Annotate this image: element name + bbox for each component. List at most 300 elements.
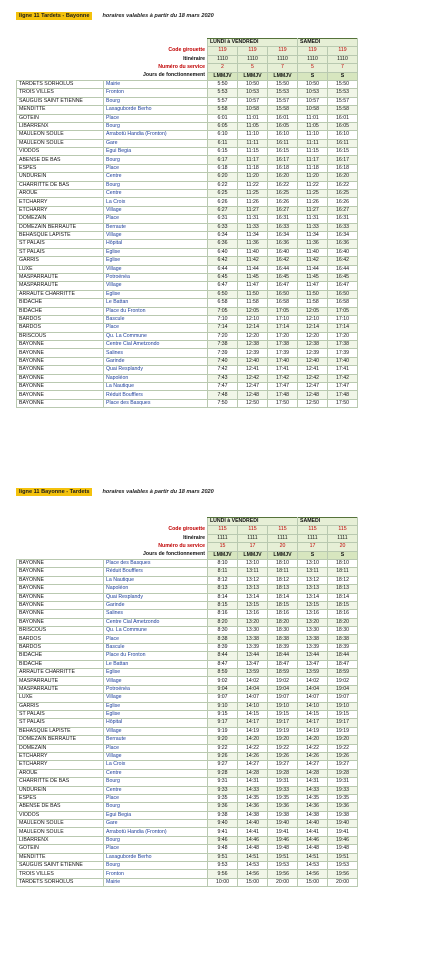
departure-time: 8:12 — [208, 576, 238, 584]
departure-time: 10:50 — [238, 80, 268, 88]
days-cell: LMMJV — [238, 551, 268, 559]
stop-row — [17, 610, 358, 618]
timetable — [16, 517, 358, 887]
departure-time: 19:35 — [268, 794, 298, 802]
departure-time: 17:39 — [268, 349, 298, 357]
stop-town: BRISCOUS — [17, 332, 104, 340]
departure-time: 7:47 — [208, 383, 238, 391]
departure-time: 14:35 — [298, 794, 328, 802]
departure-time: 11:22 — [298, 181, 328, 189]
stop-town: ESPES — [17, 794, 104, 802]
service-cell: 20 — [268, 543, 298, 551]
departure-time: 11:18 — [298, 164, 328, 172]
stop-location: Place — [104, 845, 208, 853]
departure-time: 18:39 — [268, 643, 298, 651]
stop-row — [17, 290, 358, 298]
departure-time: 11:34 — [298, 231, 328, 239]
departure-time: 11:31 — [238, 215, 268, 223]
stop-location: Quai Resplandy — [104, 366, 208, 374]
stop-town: BAYONNE — [17, 383, 104, 391]
departure-time: 19:20 — [268, 736, 298, 744]
stop-location: Place — [104, 744, 208, 752]
days-label: Jours de fonctionnement — [143, 72, 205, 79]
departure-time: 14:28 — [238, 769, 268, 777]
departure-time: 11:33 — [238, 223, 268, 231]
departure-time: 16:20 — [268, 173, 298, 181]
departure-time: 7:50 — [208, 399, 238, 407]
stop-location: Eglise — [104, 257, 208, 265]
departure-time: 5:50 — [208, 80, 238, 88]
departure-time: 13:30 — [298, 627, 328, 635]
departure-time: 8:11 — [208, 568, 238, 576]
departure-time: 20:00 — [268, 878, 298, 886]
departure-time: 18:16 — [268, 610, 298, 618]
stop-row — [17, 215, 358, 223]
code-cell: 119 — [208, 47, 238, 55]
itinerary-cell: 1110 — [208, 55, 238, 63]
departure-time: 19:02 — [268, 677, 298, 685]
stop-location: Napoléon — [104, 374, 208, 382]
departure-time: 11:47 — [238, 282, 268, 290]
departure-time: 16:17 — [328, 156, 358, 164]
departure-time: 13:30 — [238, 627, 268, 635]
stop-row — [17, 660, 358, 668]
departure-time: 13:12 — [238, 576, 268, 584]
stop-town: ST PALAIS — [17, 719, 104, 727]
departure-time: 11:31 — [298, 215, 328, 223]
departure-time: 9:48 — [208, 845, 238, 853]
departure-time: 16:34 — [328, 231, 358, 239]
itinerary-cell: 1110 — [268, 55, 298, 63]
stop-town: DOMEZAIN BERRAUTE — [17, 736, 104, 744]
departure-time: 12:38 — [238, 341, 268, 349]
stop-row — [17, 240, 358, 248]
departure-time: 11:40 — [238, 248, 268, 256]
departure-time: 14:56 — [238, 870, 268, 878]
departure-time: 8:38 — [208, 635, 238, 643]
stop-location: Salines — [104, 349, 208, 357]
departure-time: 11:10 — [298, 131, 328, 139]
departure-time: 12:10 — [298, 315, 328, 323]
stop-location: La Croix — [104, 761, 208, 769]
departure-time: 16:45 — [268, 273, 298, 281]
departure-time: 11:33 — [298, 223, 328, 231]
departure-time: 11:05 — [298, 122, 328, 130]
departure-time: 19:35 — [328, 794, 358, 802]
days-cell: LMMJV — [268, 72, 298, 80]
stop-location: Place des Basques — [104, 399, 208, 407]
stop-location: Laxaguborde Berho — [104, 853, 208, 861]
itinerary-cell: 1110 — [298, 55, 328, 63]
departure-time: 6:27 — [208, 206, 238, 214]
departure-time: 19:10 — [268, 702, 298, 710]
group-saturday: SAMEDI — [298, 518, 358, 526]
departure-time: 6:01 — [208, 114, 238, 122]
stop-location: Bourg — [104, 778, 208, 786]
departure-time: 16:44 — [328, 265, 358, 273]
stop-row — [17, 870, 358, 878]
stop-row — [17, 248, 358, 256]
stop-town: BAYONNE — [17, 585, 104, 593]
departure-time: 16:11 — [328, 139, 358, 147]
departure-time: 11:44 — [298, 265, 328, 273]
departure-time: 19:46 — [328, 836, 358, 844]
stop-row — [17, 257, 358, 265]
departure-time: 16:31 — [268, 215, 298, 223]
stop-location: Place — [104, 114, 208, 122]
departure-time: 9:41 — [208, 828, 238, 836]
stop-row — [17, 618, 358, 626]
departure-time: 7:20 — [208, 332, 238, 340]
departure-time: 13:59 — [238, 669, 268, 677]
departure-time: 15:50 — [268, 80, 298, 88]
stop-row — [17, 853, 358, 861]
stop-town: ST PALAIS — [17, 240, 104, 248]
stop-row — [17, 585, 358, 593]
departure-time: 9:20 — [208, 736, 238, 744]
departure-time: 18:44 — [268, 652, 298, 660]
stop-location: Eglise — [104, 702, 208, 710]
departure-time: 15:00 — [298, 878, 328, 886]
stop-location: Centre — [104, 769, 208, 777]
stop-row — [17, 190, 358, 198]
departure-time: 14:07 — [238, 694, 268, 702]
stop-location: Eglise — [104, 710, 208, 718]
departure-time: 8:10 — [208, 559, 238, 567]
departure-time: 16:40 — [328, 248, 358, 256]
departure-time: 16:01 — [328, 114, 358, 122]
departure-time: 17:14 — [328, 324, 358, 332]
departure-time: 19:04 — [268, 685, 298, 693]
stop-town: ETCHARRY — [17, 752, 104, 760]
stop-location: Egui Begia — [104, 148, 208, 156]
departure-time: 14:38 — [238, 811, 268, 819]
departure-time: 16:11 — [268, 139, 298, 147]
code-cell: 115 — [238, 526, 268, 534]
stop-row — [17, 643, 358, 651]
departure-time: 14:53 — [298, 862, 328, 870]
stop-town: VIODOS — [17, 811, 104, 819]
departure-time: 13:14 — [298, 593, 328, 601]
stop-town: TARDETS SORHOLUS — [17, 80, 104, 88]
stop-location: Place — [104, 324, 208, 332]
departure-time: 19:51 — [328, 853, 358, 861]
departure-time: 19:36 — [268, 803, 298, 811]
stop-location: La Nautique — [104, 383, 208, 391]
departure-time: 18:13 — [268, 585, 298, 593]
stop-town: BAYONNE — [17, 610, 104, 618]
departure-time: 12:40 — [298, 357, 328, 365]
departure-time: 13:38 — [238, 635, 268, 643]
departure-time: 11:25 — [238, 190, 268, 198]
departure-time: 18:14 — [328, 593, 358, 601]
stop-row — [17, 332, 358, 340]
departure-time: 14:53 — [238, 862, 268, 870]
departure-time: 16:27 — [328, 206, 358, 214]
stop-location: Qu. La Commune — [104, 627, 208, 635]
departure-time: 7:14 — [208, 324, 238, 332]
departure-time: 11:42 — [238, 257, 268, 265]
departure-time: 9:36 — [208, 803, 238, 811]
departure-time: 17:20 — [268, 332, 298, 340]
stop-row — [17, 231, 358, 239]
departure-time: 16:17 — [268, 156, 298, 164]
stop-row — [17, 710, 358, 718]
departure-time: 19:07 — [268, 694, 298, 702]
departure-time: 6:36 — [208, 240, 238, 248]
departure-time: 12:47 — [298, 383, 328, 391]
departure-time: 16:10 — [268, 131, 298, 139]
departure-time: 16:31 — [328, 215, 358, 223]
stop-row — [17, 694, 358, 702]
group-weekday: LUNDI à VENDREDI — [208, 39, 298, 47]
departure-time: 14:33 — [238, 786, 268, 794]
departure-time: 17:50 — [328, 399, 358, 407]
departure-time: 16:25 — [268, 190, 298, 198]
departure-time: 11:36 — [238, 240, 268, 248]
departure-time: 20:00 — [328, 878, 358, 886]
departure-time: 14:19 — [298, 727, 328, 735]
service-cell: 15 — [208, 543, 238, 551]
departure-time: 14:22 — [298, 744, 328, 752]
departure-time: 19:38 — [268, 811, 298, 819]
departure-time: 17:10 — [268, 315, 298, 323]
departure-time: 19:53 — [328, 862, 358, 870]
departure-time: 6:17 — [208, 156, 238, 164]
departure-time: 12:20 — [238, 332, 268, 340]
service-cell: 5 — [298, 64, 328, 72]
stop-town: ETCHARRY — [17, 206, 104, 214]
service-cell: 7 — [328, 64, 358, 72]
stop-location: Place du Fronton — [104, 307, 208, 315]
departure-time: 9:28 — [208, 769, 238, 777]
departure-time: 6:26 — [208, 198, 238, 206]
itinerary-cell: 1111 — [298, 534, 328, 542]
stop-town: GARRIS — [17, 702, 104, 710]
stop-town: CHARRITTE DE BAS — [17, 778, 104, 786]
stop-town: MAULEON SOULE — [17, 828, 104, 836]
departure-time: 11:10 — [238, 131, 268, 139]
departure-time: 14:26 — [298, 752, 328, 760]
departure-time: 14:15 — [238, 710, 268, 718]
departure-time: 14:36 — [298, 803, 328, 811]
stop-town: MENDITTE — [17, 106, 104, 114]
departure-time: 7:05 — [208, 307, 238, 315]
stop-row — [17, 786, 358, 794]
stop-town: SAUGUIS SAINT ETIENNE — [17, 862, 104, 870]
departure-time: 12:14 — [298, 324, 328, 332]
stop-row — [17, 299, 358, 307]
stop-row — [17, 106, 358, 114]
departure-time: 14:07 — [298, 694, 328, 702]
departure-time: 19:36 — [328, 803, 358, 811]
departure-time: 13:15 — [298, 601, 328, 609]
departure-time: 14:26 — [238, 752, 268, 760]
departure-time: 16:36 — [268, 240, 298, 248]
stop-location: Quai Resplandy — [104, 593, 208, 601]
departure-time: 12:20 — [298, 332, 328, 340]
departure-time: 19:56 — [268, 870, 298, 878]
departure-time: 16:34 — [268, 231, 298, 239]
departure-time: 17:40 — [268, 357, 298, 365]
service-label: Numéro du service — [158, 543, 205, 550]
departure-time: 12:42 — [298, 374, 328, 382]
stop-town: LUXE — [17, 265, 104, 273]
departure-time: 6:42 — [208, 257, 238, 265]
departure-time: 11:01 — [238, 114, 268, 122]
departure-time: 13:38 — [298, 635, 328, 643]
departure-time: 15:58 — [268, 106, 298, 114]
departure-time: 15:50 — [328, 80, 358, 88]
stop-row — [17, 122, 358, 130]
departure-time: 11:58 — [298, 299, 328, 307]
stop-town: LIBARRENX — [17, 122, 104, 130]
code-cell: 119 — [328, 47, 358, 55]
departure-time: 11:11 — [238, 139, 268, 147]
departure-time: 13:13 — [298, 585, 328, 593]
departure-time: 11:45 — [238, 273, 268, 281]
departure-time: 17:42 — [328, 374, 358, 382]
departure-time: 16:05 — [328, 122, 358, 130]
departure-time: 9:04 — [208, 685, 238, 693]
service-cell: 17 — [298, 543, 328, 551]
stop-location: Place des Basques — [104, 559, 208, 567]
stop-row — [17, 391, 358, 399]
departure-time: 8:47 — [208, 660, 238, 668]
stop-location: Bourg — [104, 803, 208, 811]
stop-location: Gare — [104, 820, 208, 828]
departure-time: 14:38 — [298, 811, 328, 819]
departure-time: 19:20 — [328, 736, 358, 744]
departure-time: 11:17 — [238, 156, 268, 164]
departure-time: 12:39 — [238, 349, 268, 357]
departure-time: 6:10 — [208, 131, 238, 139]
stop-row — [17, 139, 358, 147]
departure-time: 13:39 — [238, 643, 268, 651]
stop-town: DOMEZAIN — [17, 215, 104, 223]
departure-time: 17:40 — [328, 357, 358, 365]
stop-row — [17, 719, 358, 727]
stop-town: BARDOS — [17, 635, 104, 643]
departure-time: 16:40 — [268, 248, 298, 256]
stop-location: Village — [104, 752, 208, 760]
departure-time: 9:53 — [208, 862, 238, 870]
departure-time: 16:01 — [268, 114, 298, 122]
stop-row — [17, 576, 358, 584]
stop-row — [17, 769, 358, 777]
departure-time: 11:26 — [238, 198, 268, 206]
departure-time: 19:46 — [268, 836, 298, 844]
departure-time: 10:53 — [238, 89, 268, 97]
departure-time: 13:16 — [238, 610, 268, 618]
stop-location: Bourg — [104, 156, 208, 164]
departure-time: 8:44 — [208, 652, 238, 660]
stop-row — [17, 341, 358, 349]
departure-time: 12:05 — [298, 307, 328, 315]
stop-location: Centre — [104, 786, 208, 794]
departure-time: 19:48 — [328, 845, 358, 853]
stop-row — [17, 568, 358, 576]
days-cell: LMMJV — [268, 551, 298, 559]
departure-time: 13:13 — [238, 585, 268, 593]
departure-time: 6:18 — [208, 164, 238, 172]
section-title — [16, 486, 214, 498]
departure-time: 19:41 — [328, 828, 358, 836]
departure-time: 15:57 — [268, 97, 298, 105]
stop-location: Bourg — [104, 181, 208, 189]
stop-location: Centre Cial Ametzondo — [104, 618, 208, 626]
departure-time: 14:46 — [238, 836, 268, 844]
stop-town: ETCHARRY — [17, 198, 104, 206]
stop-row — [17, 114, 358, 122]
stop-location: Village — [104, 694, 208, 702]
service-cell: 2 — [208, 64, 238, 72]
code-cell: 115 — [268, 526, 298, 534]
code-cell: 115 — [328, 526, 358, 534]
itinerary-label: Itinéraire — [183, 55, 205, 62]
stop-town: BAYONNE — [17, 618, 104, 626]
departure-time: 16:22 — [328, 181, 358, 189]
departure-time: 10:00 — [208, 878, 238, 886]
departure-time: 16:27 — [268, 206, 298, 214]
departure-time: 8:30 — [208, 627, 238, 635]
departure-time: 10:50 — [298, 80, 328, 88]
stop-town: BIDACHE — [17, 652, 104, 660]
departure-time: 14:35 — [238, 794, 268, 802]
departure-time: 9:19 — [208, 727, 238, 735]
departure-time: 17:47 — [268, 383, 298, 391]
departure-time: 13:20 — [298, 618, 328, 626]
stop-town: LIBARRENX — [17, 836, 104, 844]
stop-location: Salines — [104, 610, 208, 618]
departure-time: 18:15 — [328, 601, 358, 609]
code-cell: 119 — [298, 47, 328, 55]
stop-row — [17, 89, 358, 97]
stop-location: La Nautique — [104, 576, 208, 584]
departure-time: 9:10 — [208, 702, 238, 710]
departure-time: 9:22 — [208, 744, 238, 752]
departure-time: 12:41 — [238, 366, 268, 374]
stop-row — [17, 727, 358, 735]
stop-location: Place du Fronton — [104, 652, 208, 660]
code-cell: 119 — [238, 47, 268, 55]
departure-time: 19:38 — [328, 811, 358, 819]
stop-row — [17, 349, 358, 357]
departure-time: 10:58 — [238, 106, 268, 114]
departure-time: 19:15 — [328, 710, 358, 718]
departure-time: 14:46 — [298, 836, 328, 844]
departure-time: 5:53 — [208, 89, 238, 97]
itinerary-cell: 1110 — [238, 55, 268, 63]
stop-location: Berraute — [104, 223, 208, 231]
stop-row — [17, 652, 358, 660]
departure-time: 19:33 — [328, 786, 358, 794]
departure-time: 19:28 — [328, 769, 358, 777]
stop-row — [17, 627, 358, 635]
stop-town: ARRAUTE CHARRITTE — [17, 669, 104, 677]
departure-time: 17:14 — [268, 324, 298, 332]
departure-time: 13:44 — [238, 652, 268, 660]
departure-time: 19:51 — [268, 853, 298, 861]
stop-town: BEHASQUE LAPISTE — [17, 231, 104, 239]
departure-time: 11:44 — [238, 265, 268, 273]
stop-location: Potroénéa — [104, 685, 208, 693]
departure-time: 16:18 — [328, 164, 358, 172]
departure-time: 16:58 — [268, 299, 298, 307]
departure-time: 18:14 — [268, 593, 298, 601]
departure-time: 13:39 — [298, 643, 328, 651]
stop-location: Le Battan — [104, 299, 208, 307]
